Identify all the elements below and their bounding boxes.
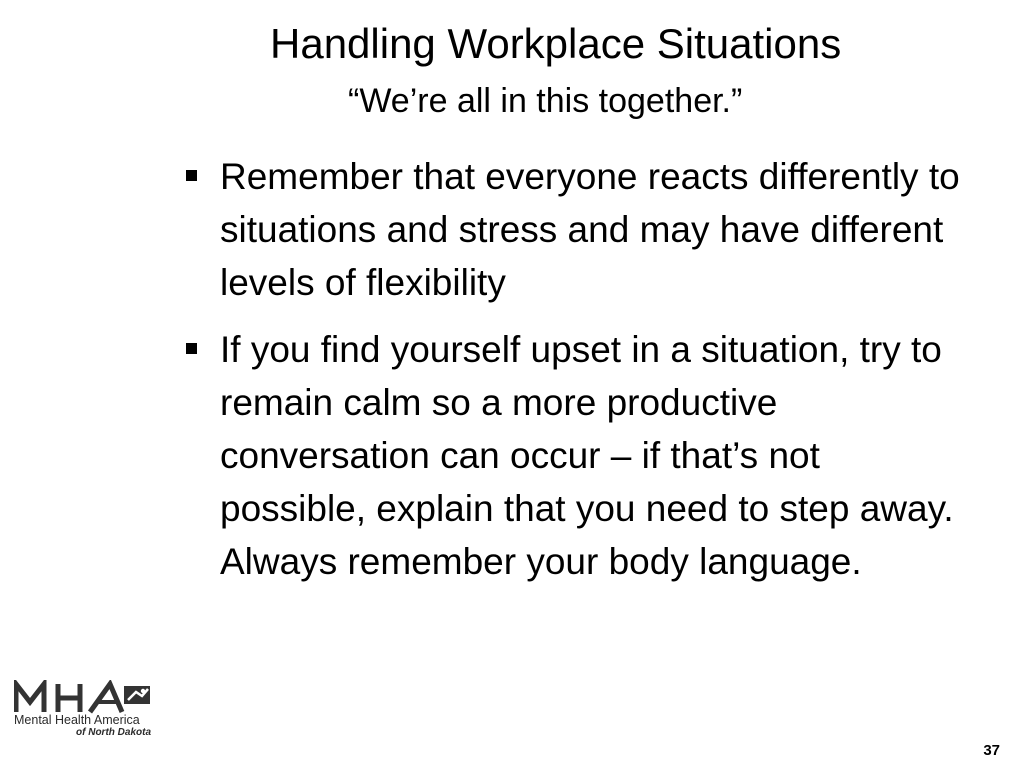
- bullet-list: [180, 150, 970, 602]
- mha-logo: [14, 680, 159, 740]
- slide-title: Handling Workplace Situations: [270, 20, 842, 67]
- slide-subtitle: “We’re all in this together.”: [348, 82, 743, 120]
- logo-chapter-name: of North Dakota: [76, 727, 151, 738]
- bullet-text: If you find yourself upset in a situation, try to remain calm so a more productive conversation can occur – if that’s not possible, explain that you need to step away. Always remember your body language.: [220, 329, 954, 582]
- bullet-item: [180, 323, 970, 588]
- square-bullet-icon: [186, 170, 197, 181]
- bullet-text: Remember that everyone reacts differently to situations and stress and may have different levels of flexibility: [220, 156, 960, 303]
- mha-logo-mark: [14, 680, 154, 714]
- logo-organization-name: Mental Health America: [14, 713, 140, 727]
- square-bullet-icon: [186, 343, 197, 354]
- page-number: 37: [983, 742, 1000, 759]
- bullet-item: [180, 150, 970, 309]
